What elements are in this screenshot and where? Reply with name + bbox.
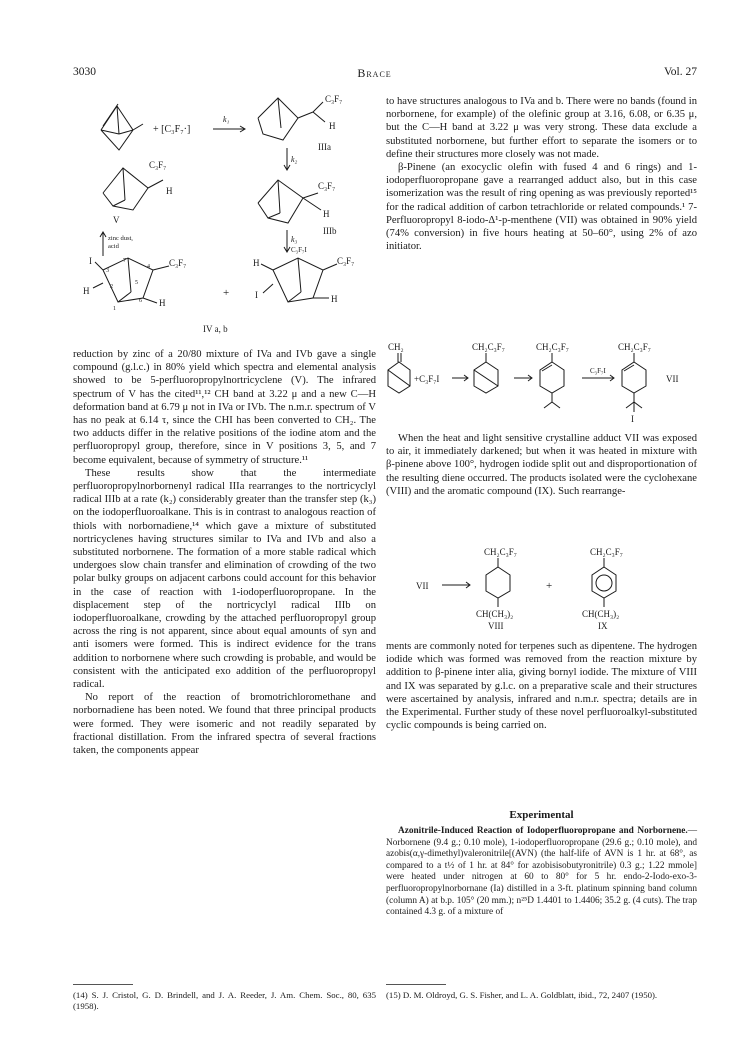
position-number: 5	[135, 280, 138, 286]
reagent-radical: + [C₃F₇·]	[153, 124, 191, 135]
c3f7-label: C₃F₇	[149, 160, 167, 170]
isopropyl-label: CH(CH₃)₂	[476, 609, 514, 619]
footnote-rule	[386, 984, 446, 985]
footnote-rule	[73, 984, 133, 985]
ch2c3f7-label: CH₂C₃F₇	[590, 547, 623, 557]
reaction-scheme-products	[386, 545, 697, 635]
ch2c3f7-label: CH₂C₃F₇	[472, 342, 505, 352]
adduct-IVb-structure	[261, 258, 337, 302]
k3-reagent: C₃F₇I	[291, 246, 307, 254]
rate-k1: k₁	[223, 115, 230, 124]
label-IIIb: IIIb	[323, 226, 337, 236]
label-IVab: IV a, b	[203, 324, 228, 334]
nortricyclene-V-structure	[103, 168, 163, 210]
plus-sign: +	[223, 287, 230, 299]
label-VIII: VIII	[488, 621, 504, 631]
radical-IIIa-structure	[258, 98, 325, 140]
label-IX: IX	[598, 621, 608, 631]
experimental-body: —Norbornene (9.4 g.; 0.10 mole), 1-iodoperfluoropropane (29.6 g.; 0.10 mole), and azobis(α,γ-dimethyl)valeronitrile[(AVN) (the half-life of AVN is 1 hr. at 68°, as compared to a t½ of 1 hr. at 84° for azobisisobutyronitrile) 0.3 g.; 1.22 mmole] were heated under nitrogen at 60 to 80° for 5 hr. endo-2-Iodo-exo-3-perfluoropropylnorbornane (Ia) distilled in a 3-ft. platinum spinning band column (column A) at b.p. 105° (20 mm.); n²⁵D 1.4401 to 1.4406; 35.2 g. (4 cuts). The trap contained 4.3 g. of a mixture of	[386, 826, 697, 918]
run-in-heading: Azonitrile-Induced Reaction of Iodoperfluoropropane and Norbornene.	[398, 826, 688, 836]
position-number: 1	[113, 306, 116, 312]
paragraph: These results show that the intermediate perfluoropropylnorbornenyl radical IIIa rearranges to the nortricyclyl radical IIIb at a rate (k₂) considerably greater than the transfer step (k₃) on the iodoperfluoroalkane. This is in contrast to analogous reaction of thiols with norbornadiene,¹⁴ which gave a mixture of substituted nortricyclenes having structures similar to IVa and IVb and also a substituted norbornene. The formation of a more stable radical which undergoes slow chain transfer and elimination of crowding of the two polar bulky groups on adjacent carbons could account for this behavior in the case of reaction with 1-iodoperfluoropropane. In the displacement step of the nortricyclyl radical IIIb on iodoperfluoroalkane, crowding by the attached perfluoropropyl group across the ring is not apparent, since about equal amounts of syn and anti isomers were formed. This is indirect evidence for the trans addition to norbornene where such crowding is probable, and would be consistent with the anticipated exo addition of the perfluoropropyl radical.	[73, 467, 376, 691]
position-number: 7	[123, 258, 126, 264]
right-column-low-text	[386, 640, 697, 732]
ring-opened-radical-structure	[540, 353, 564, 408]
ch2-label: CH₂	[388, 342, 404, 352]
right-column-mid-text	[386, 432, 697, 498]
reagent-label: +C₃F₇I	[414, 374, 440, 384]
h-label: H	[329, 121, 336, 131]
isopropyl-label: CH(CH₃)₂	[582, 609, 620, 619]
footnote-15: (15) D. M. Oldroyd, G. S. Fisher, and L. A. Goldblatt, ibid., 72, 2407 (1950).	[386, 990, 658, 1000]
adduct-VII-structure	[622, 353, 646, 412]
experimental-paragraph	[386, 826, 697, 919]
paragraph: β-Pinene (an exocyclic olefin with fused 4 and 6 rings) and 1-iodoperfluoropropane gave a rearranged adduct also, but in this case isomerization was the result of ring opening as was previously reported¹⁵ for the radical addition of carbon tetrachloride or related compounds.¹ 7-Perfluoropropyl 8-iodo-Δ¹-p-menthene (VII) was obtained in 90% yield (74% conversion) in five hours heating at 50–60°, using 2% of azo initiator.	[386, 162, 697, 253]
iodine-label: I	[89, 256, 92, 266]
left-column-text	[73, 348, 376, 757]
rate-k3: k₃	[291, 235, 298, 244]
label-VII: VII	[666, 374, 679, 384]
reaction-scheme-norbornadiene	[73, 88, 373, 338]
radical-IIIb-structure	[258, 180, 321, 223]
page-number: 3030	[73, 66, 96, 78]
iodine-label: I	[255, 290, 258, 300]
volume-label: Vol. 27	[663, 66, 697, 78]
paragraph: When the heat and light sensitive crystalline adduct VII was exposed to air, it immediately darkened; but when it was heated in mixture with β-pinene above 100°, hydrogen iodide split out and disproportionation of the resulting diene occurred. The products isolated were the cyclohexane (VIII) and the aromatic compound (IX). Such rearrange-	[386, 433, 697, 497]
iodine-label: I	[631, 414, 634, 424]
adduct-IVa-structure	[93, 258, 169, 303]
label-IIIa: IIIa	[318, 142, 331, 152]
start-VII: VII	[416, 581, 429, 591]
plus-sign: +	[546, 580, 553, 592]
radical-intermediate-structure	[474, 353, 498, 393]
zinc-label: zinc dust,	[108, 235, 133, 242]
position-number: 6	[139, 298, 142, 304]
ch2c3f7-label: CH₂C₃F₇	[484, 547, 517, 557]
paragraph: to have structures analogous to IVa and b. There were no bands (found in norbornene, for example) of the olefinic group at 3.16, 6.08, or 6.35 μ, but the C—H band at 3.22 μ was very strong. These data exclude a substituted norbornene, but further effort to separate the isomers or to define their structures more closely was not made.	[386, 96, 697, 160]
h-label: H	[83, 286, 90, 296]
ch2c3f7-label: CH₂C₃F₇	[618, 342, 651, 352]
h-label: H	[253, 258, 260, 268]
c3f7-label: C₃F₇	[169, 258, 187, 268]
reaction-scheme-pinene	[386, 340, 697, 424]
position-number: 2	[110, 284, 113, 290]
right-column-top-text	[386, 95, 697, 253]
c3f7-label: C₃F₇	[325, 94, 343, 104]
footnote-14: (14) S. J. Cristol, G. D. Brindell, and J. A. Reeder, J. Am. Chem. Soc., 80, 635 (1958).	[73, 990, 376, 1011]
norbornadiene-structure	[101, 104, 143, 150]
running-author: Brace	[357, 66, 392, 80]
h-label: H	[159, 298, 166, 308]
c3f7-label: C₃F₇	[318, 181, 336, 191]
h-label: H	[331, 294, 338, 304]
section-heading-experimental: Experimental	[509, 809, 574, 821]
rate-k2: k₂	[291, 155, 298, 164]
h-label: H	[323, 209, 330, 219]
aromatic-IX-structure	[592, 558, 616, 607]
paragraph: reduction by zinc of a 20/80 mixture of IVa and IVb gave a single compound (g.l.c.) in 80% yield which spectra and elemental analysis showed to be 5-perfluoropropylnortricyclene (V). The infrared spectrum of V has the cited¹¹,¹² CH band at 3.22 μ and a new C—H deformation band at 6.79 μ not in IVa or IVb. The n.m.r. spectrum of V has no peak at 6.14 τ, since the CHI has been converted to CH₂. The two adducts differ in the relative positions of the iodine atom and the perfluoropropyl group, therefore, since in V positions 3, 5, and 7 become equivalent, because of symmetry of structure.¹¹	[73, 349, 376, 466]
c3f7-label: C₃F₇	[337, 256, 355, 266]
paragraph: ments are commonly noted for terpenes such as dipentene. The hydrogen iodide which was formed was removed from the reaction mixture by addition to β-pinene inter alia, giving bornyl iodide. The mixture of VIII and IX was separated by g.l.c. on a preparative scale and their structures were ascertained by analysis, infrared and n.m.r. spectra; details are in the Experimental. Further study of these novel perfluoroalkyl-substituted cyclic compounds is being carried on.	[386, 641, 697, 732]
h-label: H	[166, 186, 173, 196]
position-number: 4	[147, 264, 150, 270]
arrow-reagent: C₃F₇I	[590, 367, 606, 375]
beta-pinene-structure	[388, 353, 410, 393]
position-number: 3	[106, 268, 109, 274]
ch2c3f7-label: CH₂C₃F₇	[536, 342, 569, 352]
acid-label: acid	[108, 243, 119, 250]
paragraph: No report of the reaction of bromotrichloromethane and norbornadiene has been noted. We found that three principal products were formed. They were isomeric and not readily separated by fractional distillation. From the infrared spectra of several fractions taken, the components appear	[73, 692, 376, 757]
cyclohexane-VIII-structure	[486, 558, 510, 607]
label-V: V	[113, 215, 120, 225]
